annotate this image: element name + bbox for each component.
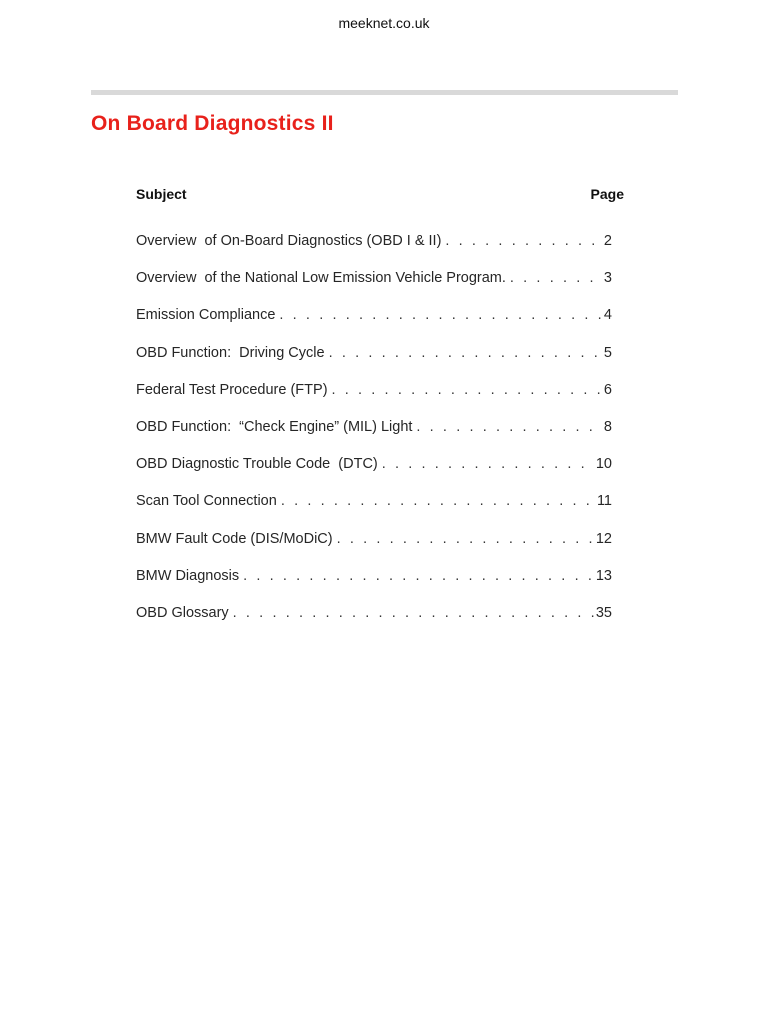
toc-entry-page: 4: [603, 307, 612, 324]
dot-leader: [510, 270, 603, 286]
toc-entry[interactable]: [136, 382, 612, 419]
toc-entry-page: 8: [603, 418, 612, 435]
toc-entry-page: 10: [595, 456, 612, 473]
toc-entry-page: 12: [595, 530, 612, 547]
toc-entry[interactable]: [136, 270, 612, 307]
toc-entry[interactable]: [136, 345, 612, 382]
dot-leader: [243, 568, 595, 584]
dot-leader: [279, 307, 603, 323]
dot-leader: [329, 345, 603, 361]
toc-entry[interactable]: [136, 456, 612, 493]
toc-entry[interactable]: [136, 493, 612, 530]
toc-entry-title: OBD Function: Driving Cycle: [136, 344, 325, 361]
table-of-contents: [136, 233, 612, 642]
dot-leader: [281, 493, 596, 509]
dot-leader: [445, 233, 603, 249]
toc-entry[interactable]: [136, 568, 612, 605]
toc-entry[interactable]: [136, 531, 612, 568]
document-title: On Board Diagnostics II: [91, 112, 334, 135]
toc-entry-page: 3: [603, 270, 612, 287]
toc-entry-page: 2: [603, 233, 612, 249]
dot-leader: [416, 419, 603, 435]
site-header: meeknet.co.uk: [338, 15, 430, 31]
toc-page-header: Page: [590, 186, 624, 202]
toc-entry-title: Emission Compliance: [136, 307, 276, 324]
toc-entry-page: 35: [595, 604, 612, 621]
toc-entry-title: OBD Glossary: [136, 604, 229, 621]
toc-entry-title: OBD Diagnostic Trouble Code (DTC): [136, 456, 378, 473]
toc-entry-title: BMW Fault Code (DIS/MoDiC): [136, 530, 333, 547]
toc-entry-title: Scan Tool Connection: [136, 493, 277, 510]
toc-column-headers: [136, 186, 624, 206]
toc-entry-title: Overview of On-Board Diagnostics (OBD I & II): [136, 233, 442, 249]
dot-leader: [332, 382, 603, 398]
toc-entry[interactable]: [136, 307, 612, 344]
header-divider: [91, 90, 678, 95]
toc-entry-page: 13: [595, 567, 612, 584]
toc-entry-page: 11: [596, 493, 612, 510]
dot-leader: [337, 531, 595, 547]
toc-entry-title: Overview of the National Low Emission Vehicle Program.: [136, 270, 506, 287]
toc-entry-title: OBD Function: “Check Engine” (MIL) Light: [136, 418, 413, 435]
toc-entry-title: BMW Diagnosis: [136, 567, 240, 584]
toc-entry[interactable]: [136, 605, 612, 642]
toc-entry-page: 6: [603, 381, 612, 398]
toc-subject-header: Subject: [136, 186, 187, 202]
toc-entry-title: Federal Test Procedure (FTP): [136, 381, 328, 398]
toc-entry[interactable]: [136, 233, 612, 270]
toc-entry-page: 5: [603, 344, 612, 361]
dot-leader: [382, 456, 595, 472]
dot-leader: [233, 605, 595, 621]
toc-entry[interactable]: [136, 419, 612, 456]
